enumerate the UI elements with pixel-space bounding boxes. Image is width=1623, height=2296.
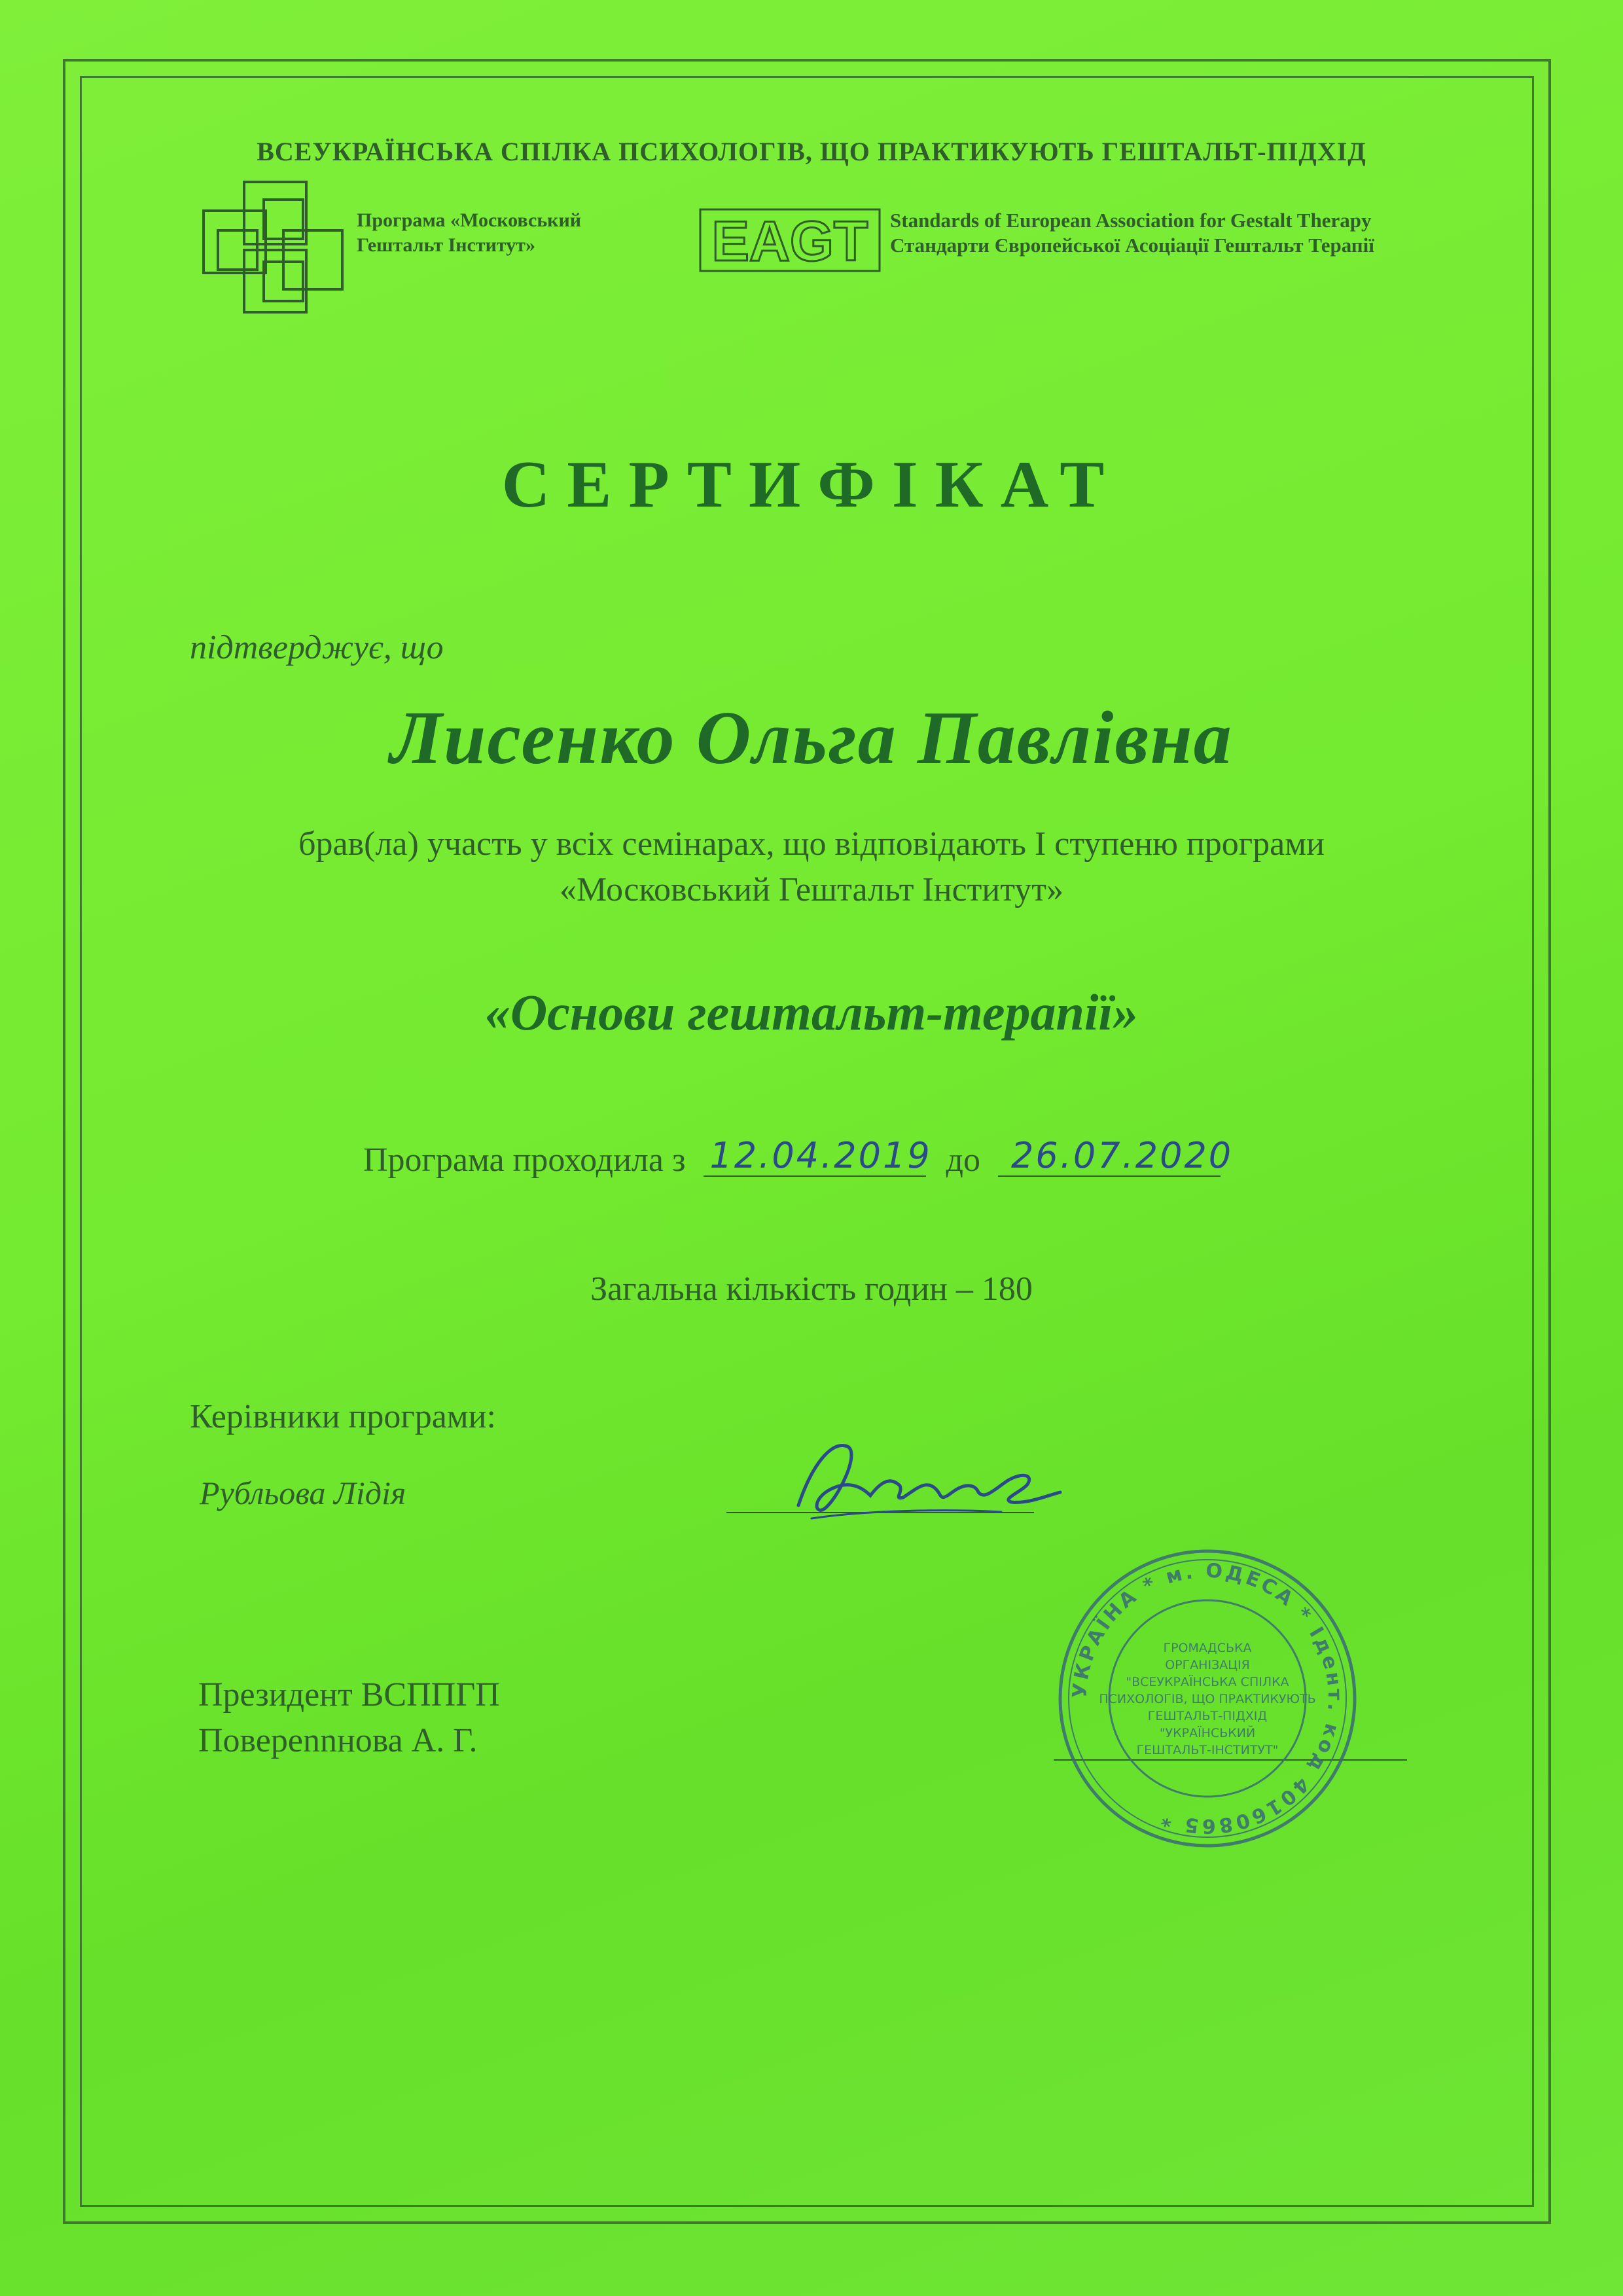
confirm-text: підтверджує, що	[190, 629, 444, 666]
president-block	[198, 1672, 500, 1764]
leader-name: Рубльова Лідія	[200, 1475, 406, 1511]
president-title: Президент ВСППГП	[198, 1676, 500, 1713]
certificate-title: СЕРТИФІКАТ	[501, 448, 1122, 522]
stamp-center-line: ОРГАНІЗАЦІЯ	[1165, 1658, 1250, 1672]
period-prefix: Програма проходила з	[363, 1141, 686, 1179]
date-to-handwritten: 26.07.2020	[1010, 1135, 1234, 1176]
stamp-center-line: ГЕШТАЛЬТ-ПІДХІД	[1147, 1709, 1268, 1723]
eagt-logo-text: EAGT	[711, 210, 868, 272]
mgi-line-1: Програма «Московський	[357, 209, 582, 231]
date-from-handwritten: 12.04.2019	[709, 1135, 932, 1176]
stamp-center-line: ПСИХОЛОГІВ, ЩО ПРАКТИКУЮТЬ	[1099, 1692, 1316, 1706]
description-line-2: «Московський Гештальт Інститут»	[560, 871, 1063, 908]
handwritten-signature	[785, 1427, 1067, 1532]
stamp-center-line: ГРОМАДСЬКА	[1163, 1641, 1252, 1655]
stamp-ring-text: УКРАЇНА * м. ОДЕСА * Ідент. код 40160865 *	[1068, 1559, 1347, 1838]
mgi-program-text	[357, 208, 581, 258]
stamp-center-line: ГЕШТАЛЬТ-ІНСТИТУТ"	[1136, 1743, 1279, 1757]
eagt-standards-text	[890, 208, 1374, 258]
period-mid: до	[946, 1141, 980, 1179]
date-to-field	[998, 1135, 1234, 1179]
eagt-line-1: Standards of European Association for Gestalt Therapy	[890, 209, 1372, 232]
total-hours: Загальна кількість годин – 180	[590, 1270, 1033, 1308]
description-line-1: брав(ла) участь у всіх семінарах, що відповідають І ступеню програми	[298, 825, 1325, 863]
eagt-line-2: Стандарти Європейської Асоціації Гештальт Терапії	[890, 234, 1374, 257]
stamp-center-line: "ВСЕУКРАЇНСЬКА СПІЛКА	[1126, 1675, 1289, 1689]
recipient-name: Лисенко Ольга Павлівна	[390, 696, 1233, 780]
organization-stamp	[1054, 1545, 1361, 1852]
mgi-line-2: Гештальт Інститут»	[357, 234, 535, 256]
course-title: «Основи гештальт-терапії»	[484, 984, 1139, 1041]
organization-title: ВСЕУКРАЇНСЬКА СПІЛКА ПСИХОЛОГІВ, ЩО ПРАКТИКУЮТЬ ГЕШТАЛЬТ-ПІДХІД	[257, 137, 1366, 166]
president-name: Поверennнова А. Г.	[198, 1722, 478, 1759]
stamp-center-line: "УКРАЇНСЬКИЙ	[1159, 1726, 1256, 1740]
description	[0, 821, 1623, 913]
program-leaders-label: Керівники програми:	[190, 1398, 496, 1435]
program-period	[363, 1135, 1234, 1179]
mgi-logo-icon	[198, 177, 349, 321]
stamp-center-text	[1099, 1641, 1315, 1757]
date-from-field	[704, 1135, 932, 1179]
eagt-logo-icon	[699, 208, 881, 272]
